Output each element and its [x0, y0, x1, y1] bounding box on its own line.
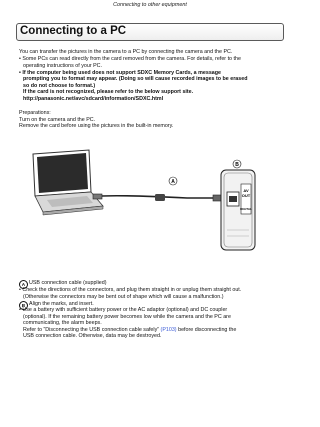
- note-a-text: USB connection cable (supplied): [29, 280, 107, 286]
- cable-ferrite-core: [155, 194, 165, 201]
- battery-note-line4-pre: Refer to “Disconnecting the USB connection cable safely”: [23, 326, 160, 333]
- marker-a-label: A: [171, 179, 175, 185]
- sdxc-warning-line2: prompting you to format may appear. (Doing so will cause recorded images to be erased: [23, 76, 248, 82]
- page-title: Connecting to a PC: [20, 25, 127, 37]
- note-a-marker: A: [19, 280, 28, 289]
- battery-note-line5: USB connection cable. Otherwise, data may be destroyed.: [23, 333, 162, 339]
- running-header: Connecting to other equipment: [113, 2, 187, 8]
- battery-note-line3: communicating, the alarm beeps.: [23, 320, 102, 326]
- av-label: AV: [243, 188, 249, 193]
- preparations-label: Preparations:: [19, 110, 51, 116]
- bullet-pc-card-line1: • Some PCs can read directly from the card removed from the camera. For details, refer to the: [19, 56, 241, 62]
- note-b-marker: B: [19, 301, 28, 310]
- battery-note-line2: (optional). If the remaining battery power becomes low while the camera and the PC are: [23, 313, 231, 320]
- sdxc-warning-line1: • If the computer being used does not support SDXC Memory Cards, a message: [19, 69, 222, 76]
- section-title-bar: [16, 23, 284, 41]
- intro-text: You can transfer the pictures in the camera to a PC by connecting the camera and the PC.: [19, 49, 233, 55]
- preparations-line2: Remove the card before using the pictures in the built-in memory.: [19, 123, 174, 129]
- check-connectors-line1: • Check the directions of the connectors, and plug them straight in or unplug them straight out.: [19, 287, 242, 293]
- out-label: OUT: [241, 193, 251, 198]
- battery-note-line4-post: before disconnecting the: [178, 326, 237, 333]
- sdxc-warning-line4: If the card is not recognized, please refer to the below support site.: [23, 89, 194, 95]
- support-site-url[interactable]: http://panasonic.net/avc/sdcard/information/SDXC.html: [23, 95, 164, 102]
- battery-note-line1: • Use a battery with sufficient battery power or the AC adaptor (optional) and DC coupler: [19, 307, 228, 313]
- sdxc-warning-line3: so do not choose to format.): [23, 82, 96, 89]
- camera-illustration: [221, 170, 255, 250]
- usb-plug-pc: [93, 194, 102, 199]
- note-b-text: Align the marks, and insert.: [29, 300, 94, 307]
- page-103-link[interactable]: (P103): [160, 326, 177, 333]
- connection-illustration: [27, 140, 267, 258]
- laptop-illustration: [33, 150, 103, 215]
- bullet-pc-card-line2: operating instructions of your PC.: [23, 62, 103, 69]
- marker-b-label: B: [235, 162, 239, 168]
- check-connectors-line2: (Otherwise the connectors may be bent out of shape which will cause a malfunction.): [23, 293, 224, 300]
- digital-label: DIGITAL: [240, 207, 252, 211]
- preparations-line1: Turn on the camera and the PC.: [19, 116, 96, 123]
- usb-plug-camera: [213, 195, 221, 201]
